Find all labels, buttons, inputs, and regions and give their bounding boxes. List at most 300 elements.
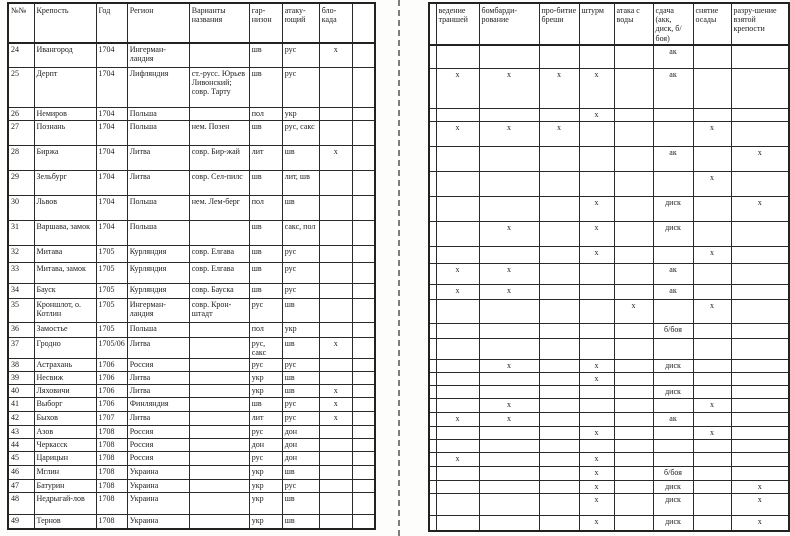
cell-surrender: диск <box>653 516 693 531</box>
cell-water-attack <box>614 360 653 373</box>
cell-empty <box>352 397 375 411</box>
column-header-water-attack: атака с воды <box>614 3 653 45</box>
table-row <box>429 386 789 399</box>
table-row <box>429 373 789 386</box>
table-row <box>429 122 789 147</box>
cell-bombardment: х <box>479 413 539 427</box>
cell-year: 1704 <box>96 145 127 170</box>
table-row <box>429 453 789 467</box>
cell-assault <box>579 399 614 413</box>
cell-fortress: Митава <box>34 245 96 262</box>
cell-garrison: шв <box>249 220 282 245</box>
cell-empty <box>352 479 375 492</box>
cell-trenches <box>436 109 479 122</box>
cell-destruction: х <box>731 516 789 531</box>
cell-siege-lifted: х <box>693 122 731 147</box>
cell-assault <box>579 324 614 339</box>
cell-name-variants <box>189 371 249 384</box>
cell-water-attack <box>614 386 653 399</box>
cell-name-variants: совр. Бир-жай <box>189 145 249 170</box>
cell-empty <box>429 386 436 399</box>
cell-empty <box>429 285 436 300</box>
cell-bombardment: х <box>479 399 539 413</box>
cell-siege-lifted <box>693 324 731 339</box>
cell-bombardment <box>479 386 539 399</box>
cell-assault: х <box>579 453 614 467</box>
cell-num: 40 <box>8 384 34 397</box>
cell-year: 1705 <box>96 322 127 337</box>
column-header-blockade: бло-када <box>319 3 352 43</box>
cell-garrison: шв <box>249 67 282 107</box>
table-row <box>8 425 375 438</box>
cell-destruction <box>731 453 789 467</box>
cell-fortress: Ляховичи <box>34 384 96 397</box>
cell-region: Литва <box>127 411 189 425</box>
cell-destruction <box>731 440 789 453</box>
column-header-attacker: атаку-ющий <box>282 3 319 43</box>
cell-water-attack <box>614 440 653 453</box>
cell-blockade <box>319 322 352 337</box>
cell-breach <box>539 386 579 399</box>
cell-siege-lifted: х <box>693 300 731 324</box>
column-header-breach: про-битие бреши <box>539 3 579 45</box>
cell-year: 1706 <box>96 384 127 397</box>
cell-water-attack <box>614 285 653 300</box>
cell-fortress: Азов <box>34 425 96 438</box>
cell-empty <box>429 147 436 172</box>
cell-garrison: шв <box>249 245 282 262</box>
cell-region: Польша <box>127 120 189 145</box>
table-row <box>8 337 375 358</box>
cell-year: 1705 <box>96 298 127 322</box>
cell-trenches <box>436 339 479 360</box>
cell-siege-lifted <box>693 467 731 481</box>
cell-fortress: Недрыгай-лов <box>34 492 96 514</box>
cell-attacker: шв <box>282 492 319 514</box>
cell-assault <box>579 300 614 324</box>
cell-empty <box>352 371 375 384</box>
cell-attacker: рус, сакс <box>282 120 319 145</box>
cell-region: Литва <box>127 337 189 358</box>
cell-bombardment <box>479 516 539 531</box>
cell-region: Ингерман-ландия <box>127 43 189 67</box>
cell-surrender: ак <box>653 69 693 109</box>
cell-region: Курляндия <box>127 283 189 298</box>
cell-region: Польша <box>127 195 189 220</box>
cell-num: 35 <box>8 298 34 322</box>
cell-blockade <box>319 479 352 492</box>
cell-bombardment <box>479 197 539 222</box>
cell-trenches <box>436 172 479 197</box>
cell-empty <box>429 399 436 413</box>
cell-surrender <box>653 440 693 453</box>
cell-blockade <box>319 514 352 529</box>
cell-garrison: шв <box>249 283 282 298</box>
cell-water-attack <box>614 373 653 386</box>
cell-fortress: Черкасск <box>34 438 96 451</box>
table-row <box>8 195 375 220</box>
cell-num: 31 <box>8 220 34 245</box>
cell-trenches <box>436 467 479 481</box>
cell-region: Курляндия <box>127 245 189 262</box>
cell-breach <box>539 427 579 440</box>
cell-surrender: б/боя <box>653 324 693 339</box>
cell-empty <box>429 360 436 373</box>
cell-surrender: диск <box>653 222 693 247</box>
cell-garrison: рус <box>249 451 282 465</box>
cell-region: Лифляндия <box>127 67 189 107</box>
cell-garrison: лит <box>249 145 282 170</box>
cell-num: 27 <box>8 120 34 145</box>
cell-water-attack <box>614 339 653 360</box>
cell-fortress: Варшава, замок <box>34 220 96 245</box>
cell-water-attack <box>614 467 653 481</box>
cell-breach <box>539 197 579 222</box>
cell-blockade <box>319 492 352 514</box>
cell-year: 1705 <box>96 245 127 262</box>
cell-trenches <box>436 324 479 339</box>
cell-empty <box>429 453 436 467</box>
cell-water-attack <box>614 494 653 516</box>
cell-attacker: лит, шв <box>282 170 319 195</box>
cell-destruction <box>731 300 789 324</box>
column-header-fortress: Крепость <box>34 3 96 43</box>
cell-breach <box>539 300 579 324</box>
cell-assault <box>579 264 614 285</box>
cell-surrender: б/боя <box>653 467 693 481</box>
cell-garrison: укр <box>249 479 282 492</box>
cell-name-variants: ст.-русс. Юрьев Ливонский; совр. Тарту <box>189 67 249 107</box>
cell-empty <box>429 494 436 516</box>
cell-blockade <box>319 195 352 220</box>
column-header-empty <box>429 3 436 45</box>
cell-blockade <box>319 283 352 298</box>
cell-breach <box>539 453 579 467</box>
cell-destruction <box>731 122 789 147</box>
cell-siege-lifted <box>693 69 731 109</box>
table-row <box>8 438 375 451</box>
column-header-trenches: ведение траншей <box>436 3 479 45</box>
cell-year: 1704 <box>96 67 127 107</box>
cell-attacker: шв <box>282 145 319 170</box>
cell-assault: х <box>579 373 614 386</box>
cell-blockade <box>319 371 352 384</box>
cell-destruction <box>731 399 789 413</box>
cell-attacker: дон <box>282 425 319 438</box>
cell-bombardment <box>479 373 539 386</box>
table-row <box>429 285 789 300</box>
cell-region: Россия <box>127 425 189 438</box>
cell-fortress: Немиров <box>34 107 96 120</box>
table-row <box>429 109 789 122</box>
cell-assault: х <box>579 247 614 264</box>
cell-attacker: укр <box>282 322 319 337</box>
cell-garrison: рус <box>249 298 282 322</box>
cell-empty <box>429 413 436 427</box>
cell-assault <box>579 339 614 360</box>
table-row <box>429 440 789 453</box>
cell-empty <box>352 438 375 451</box>
cell-year: 1704 <box>96 195 127 220</box>
cell-blockade: х <box>319 384 352 397</box>
cell-num: 34 <box>8 283 34 298</box>
cell-surrender: диск <box>653 386 693 399</box>
cell-num: 37 <box>8 337 34 358</box>
cell-num: 42 <box>8 411 34 425</box>
cell-assault: х <box>579 481 614 494</box>
cell-blockade: х <box>319 337 352 358</box>
cell-attacker: рус <box>282 283 319 298</box>
table-row <box>429 467 789 481</box>
cell-blockade: х <box>319 397 352 411</box>
cell-blockade <box>319 451 352 465</box>
cell-attacker: рус <box>282 67 319 107</box>
cell-empty <box>352 451 375 465</box>
cell-surrender <box>653 373 693 386</box>
cell-fortress: Замостье <box>34 322 96 337</box>
cell-attacker: шв <box>282 384 319 397</box>
cell-assault <box>579 45 614 69</box>
cell-blockade: х <box>319 411 352 425</box>
cell-empty <box>352 465 375 479</box>
cell-garrison: пол <box>249 195 282 220</box>
cell-year: 1708 <box>96 451 127 465</box>
cell-bombardment <box>479 109 539 122</box>
cell-empty <box>429 373 436 386</box>
cell-garrison: укр <box>249 384 282 397</box>
cell-empty <box>352 492 375 514</box>
cell-empty <box>352 411 375 425</box>
cell-bombardment: х <box>479 222 539 247</box>
cell-region: Украина <box>127 465 189 479</box>
table-row <box>8 479 375 492</box>
cell-destruction <box>731 69 789 109</box>
cell-fortress: Несвиж <box>34 371 96 384</box>
cell-siege-lifted <box>693 285 731 300</box>
cell-destruction <box>731 264 789 285</box>
column-header-garrison: гар-низон <box>249 3 282 43</box>
cell-destruction: х <box>731 197 789 222</box>
cell-empty <box>352 337 375 358</box>
cell-assault: х <box>579 427 614 440</box>
cell-num: 48 <box>8 492 34 514</box>
cell-trenches <box>436 399 479 413</box>
cell-attacker: шв <box>282 337 319 358</box>
cell-fortress: Ивангород <box>34 43 96 67</box>
cell-attacker: рус <box>282 43 319 67</box>
cell-name-variants <box>189 514 249 529</box>
cell-siege-lifted <box>693 386 731 399</box>
cell-attacker: сакс, пол <box>282 220 319 245</box>
cell-trenches: х <box>436 413 479 427</box>
cell-empty <box>352 170 375 195</box>
cell-region: Курляндия <box>127 262 189 283</box>
cell-year: 1708 <box>96 465 127 479</box>
cell-name-variants: нем. Лем-берг <box>189 195 249 220</box>
cell-bombardment <box>479 300 539 324</box>
cell-name-variants <box>189 438 249 451</box>
cell-empty <box>352 107 375 120</box>
cell-destruction <box>731 222 789 247</box>
cell-fortress: Биржа <box>34 145 96 170</box>
cell-attacker: рус <box>282 262 319 283</box>
cell-empty <box>429 264 436 285</box>
cell-region: Литва <box>127 170 189 195</box>
cell-blockade <box>319 67 352 107</box>
cell-siege-lifted <box>693 45 731 69</box>
cell-trenches: х <box>436 453 479 467</box>
cell-siege-lifted <box>693 413 731 427</box>
table-row <box>8 492 375 514</box>
cell-assault <box>579 440 614 453</box>
cell-siege-lifted <box>693 222 731 247</box>
cell-water-attack <box>614 399 653 413</box>
cell-fortress: Зельбург <box>34 170 96 195</box>
cell-breach <box>539 285 579 300</box>
cell-bombardment <box>479 481 539 494</box>
cell-fortress: Бауск <box>34 283 96 298</box>
cell-surrender: диск <box>653 197 693 222</box>
cell-fortress: Астрахань <box>34 358 96 371</box>
cell-fortress: Познань <box>34 120 96 145</box>
cell-num: 46 <box>8 465 34 479</box>
cell-bombardment <box>479 247 539 264</box>
cell-assault: х <box>579 494 614 516</box>
cell-num: 29 <box>8 170 34 195</box>
cell-bombardment: х <box>479 264 539 285</box>
cell-breach <box>539 147 579 172</box>
cell-num: 25 <box>8 67 34 107</box>
cell-breach <box>539 172 579 197</box>
cell-breach <box>539 440 579 453</box>
cell-breach <box>539 516 579 531</box>
cell-empty <box>429 440 436 453</box>
cell-name-variants: совр. Елгава <box>189 262 249 283</box>
cell-destruction <box>731 339 789 360</box>
cell-region: Россия <box>127 438 189 451</box>
table-row <box>8 120 375 145</box>
table-row <box>8 358 375 371</box>
cell-destruction <box>731 413 789 427</box>
cell-assault: х <box>579 467 614 481</box>
cell-attacker: шв <box>282 371 319 384</box>
column-header-region: Регион <box>127 3 189 43</box>
cell-water-attack <box>614 109 653 122</box>
cell-garrison: шв <box>249 43 282 67</box>
cell-num: 41 <box>8 397 34 411</box>
table-row <box>8 262 375 283</box>
cell-num: 36 <box>8 322 34 337</box>
cell-siege-lifted: х <box>693 247 731 264</box>
cell-blockade <box>319 438 352 451</box>
cell-water-attack <box>614 413 653 427</box>
cell-blockade <box>319 107 352 120</box>
cell-destruction <box>731 109 789 122</box>
cell-bombardment: х <box>479 69 539 109</box>
cell-region: Польша <box>127 220 189 245</box>
cell-breach: х <box>539 122 579 147</box>
cell-surrender: диск <box>653 494 693 516</box>
cell-trenches <box>436 373 479 386</box>
cell-assault: х <box>579 197 614 222</box>
cell-num: 28 <box>8 145 34 170</box>
table-row <box>429 360 789 373</box>
cell-empty <box>429 45 436 69</box>
table-row <box>429 197 789 222</box>
cell-surrender <box>653 399 693 413</box>
cell-num: 44 <box>8 438 34 451</box>
cell-siege-lifted <box>693 197 731 222</box>
cell-name-variants: совр. Бауска <box>189 283 249 298</box>
cell-water-attack <box>614 172 653 197</box>
cell-year: 1704 <box>96 220 127 245</box>
cell-name-variants <box>189 337 249 358</box>
cell-attacker: рус <box>282 245 319 262</box>
cell-empty <box>352 195 375 220</box>
table-row <box>429 69 789 109</box>
cell-water-attack <box>614 481 653 494</box>
cell-breach <box>539 45 579 69</box>
cell-blockade <box>319 262 352 283</box>
cell-attacker: шв <box>282 298 319 322</box>
table-row <box>429 427 789 440</box>
cell-region: Россия <box>127 358 189 371</box>
cell-empty <box>352 322 375 337</box>
cell-surrender <box>653 300 693 324</box>
table-row <box>8 67 375 107</box>
table-row <box>8 170 375 195</box>
cell-breach <box>539 247 579 264</box>
header-row <box>429 3 789 45</box>
cell-garrison: пол <box>249 107 282 120</box>
table-row <box>8 107 375 120</box>
page-fold-divider <box>398 0 400 536</box>
cell-blockade <box>319 170 352 195</box>
cell-breach: х <box>539 69 579 109</box>
cell-destruction <box>731 172 789 197</box>
column-header-assault: штурм <box>579 3 614 45</box>
cell-region: Литва <box>127 371 189 384</box>
cell-num: 26 <box>8 107 34 120</box>
cell-fortress: Тернов <box>34 514 96 529</box>
cell-water-attack <box>614 122 653 147</box>
cell-empty <box>352 425 375 438</box>
cell-name-variants: совр. Крон-штадт <box>189 298 249 322</box>
cell-assault: х <box>579 360 614 373</box>
cell-attacker: укр <box>282 107 319 120</box>
cell-water-attack <box>614 453 653 467</box>
cell-siege-lifted <box>693 494 731 516</box>
cell-attacker: рус <box>282 358 319 371</box>
cell-trenches <box>436 516 479 531</box>
column-header-bombardment: бомбарди-рование <box>479 3 539 45</box>
cell-bombardment <box>479 45 539 69</box>
cell-num: 45 <box>8 451 34 465</box>
cell-year: 1705 <box>96 262 127 283</box>
cell-region: Украина <box>127 514 189 529</box>
cell-bombardment <box>479 339 539 360</box>
cell-empty <box>352 245 375 262</box>
cell-trenches <box>436 440 479 453</box>
cell-assault: х <box>579 222 614 247</box>
cell-surrender: ак <box>653 264 693 285</box>
cell-name-variants: нем. Позен <box>189 120 249 145</box>
cell-attacker: рус <box>282 411 319 425</box>
fortress-list-table <box>7 2 376 530</box>
cell-assault <box>579 172 614 197</box>
cell-blockade: х <box>319 43 352 67</box>
cell-breach <box>539 399 579 413</box>
